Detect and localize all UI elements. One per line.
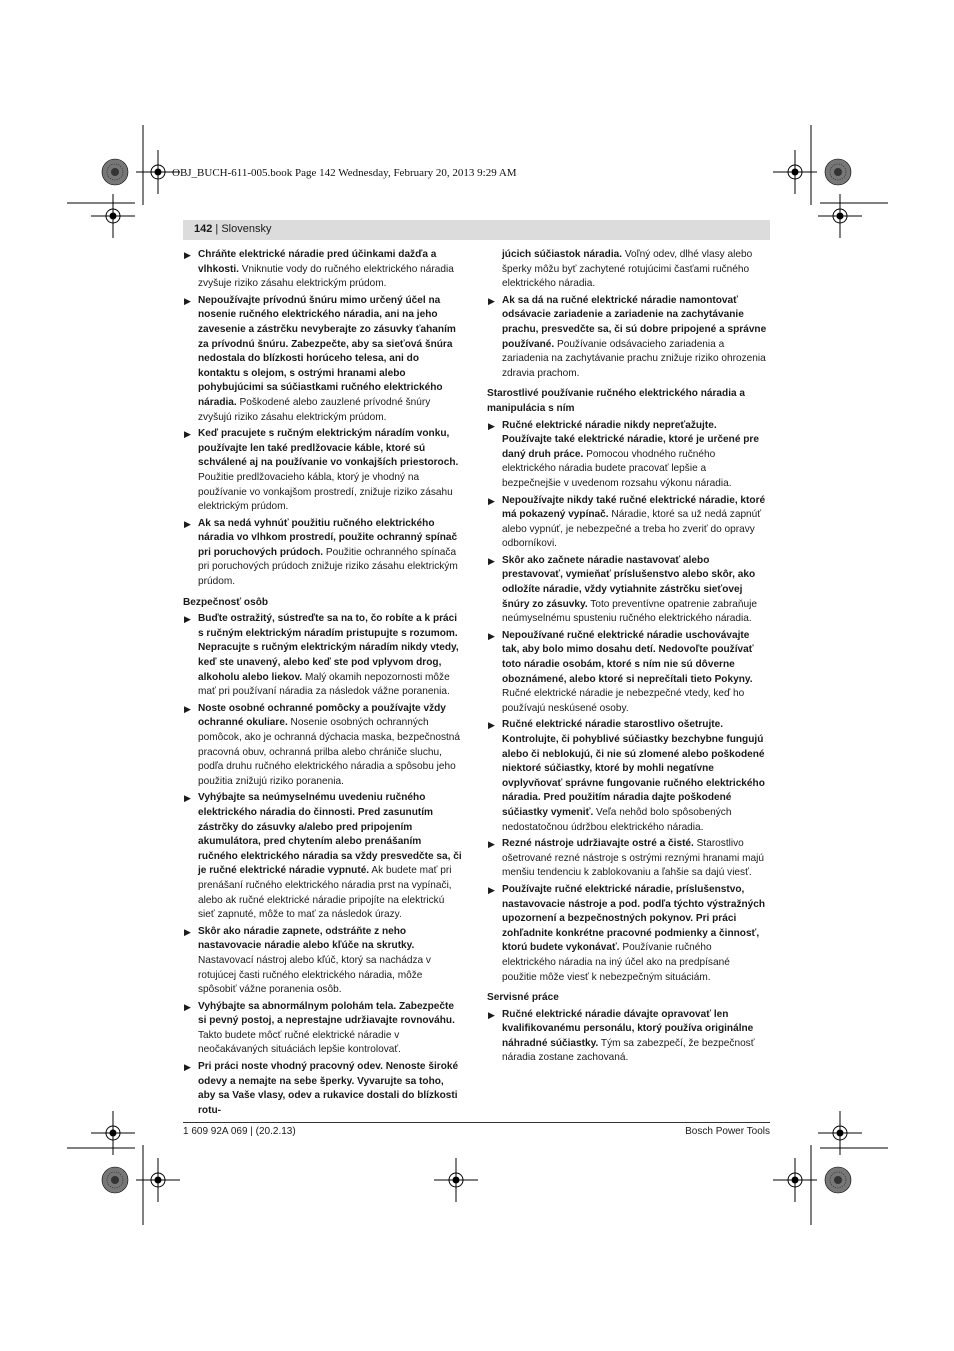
warning-bold-text: Skôr ako začnete náradie nastavovať alebo prestavovať, vymieňať príslušenstvo alebo skôr, ako odložíte náradie, vždy vytiahnite zástrčku sieťovej šnúry zo zásuvky. [502, 554, 756, 610]
warning-explanation-text: Použitie predlžovacieho kábla, ktorý je vhodný na používanie vo vonkajšom prostredí, znižuje riziko zásahu elektrickým prúdom. [198, 471, 453, 513]
warning-explanation-text: Náradie, ktoré sa už nedá zapnúť alebo vypnúť, je nebezpečné a treba ho zveriť do opravy odborníkovi. [502, 509, 762, 550]
warning-explanation-text: Používanie ručného elektrického náradia na iný účel ako na predpísané použitie môže viesť k nebezpečným situáciám. [502, 942, 730, 983]
bullet-arrow-icon: ▶ [184, 429, 191, 440]
warning-bold-text: Noste osobné ochranné pomôcky a používajte vždy ochranné okuliare. [198, 702, 446, 729]
warning-bold-text: Nepoužívané ručné elektrické náradie uschovávajte tak, aby bolo mimo dosahu detí. Nedovoľte používať toto náradie osobám, ktoré s ním nie sú dôverne oboznámené, alebo ktoré si neprečítali tieto Pokyny. [502, 629, 754, 685]
warning-bold-text: Ak sa dá na ručné elektrické náradie namontovať odsávacie zariadenie a zariadenie na zachytávanie prachu, presvedčte sa, či sú dobre pripojené a správne používané. [502, 294, 767, 350]
bullet-item [183, 1000, 463, 1058]
bullet-item [487, 718, 767, 835]
warning-explanation-text: Poškodené alebo zauzlené prívodné šnúry zvyšujú riziko zásahu elektrickým prúdom. [198, 396, 431, 423]
footer-brand: Bosch Power Tools [685, 1126, 770, 1137]
warning-bold-text: Ručné elektrické náradie starostlivo ošetrujte. Kontrolujte, či pohyblivé súčiastky bezchybne fungujú alebo či neblokujú, či nie sú zlomené alebo poškodené niektoré súčiastky, ktoré by mohli negatívne ovplyvňovať správne fungovanie ručného elektrického náradia. Pred použitím náradia dajte poškodené súčiastky vymeniť. [502, 719, 765, 818]
bullet-arrow-icon: ▶ [184, 295, 191, 306]
left-items-a [183, 248, 463, 590]
footer-rule [183, 1122, 770, 1123]
bullet-item [487, 837, 767, 881]
warning-explanation-text: Toto preventívne opatrenie zabraňuje neúmyselnému spusteniu ručného elektrického náradia. [502, 598, 757, 625]
warning-explanation-text: Tým sa zabezpečí, že bezpečnosť náradia zostane zachovaná. [502, 1037, 755, 1064]
warning-bold-text: Nepoužívajte nikdy také ručné elektrické náradie, ktoré má pokazený vypínač. [502, 494, 766, 521]
warning-bold-text: Chráňte elektrické náradie pred účinkami dažďa a vlhkosti. [198, 249, 437, 275]
bullet-item [183, 294, 463, 425]
bullet-arrow-icon: ▶ [488, 884, 495, 895]
bullet-arrow-icon: ▶ [184, 518, 191, 529]
left-column [183, 248, 463, 1120]
warning-explanation-text: Nosenie osobných ochranných pomôcok, ako je ochranná dýchacia maska, bezpečnostná pracovná obuv, ochranná prilba alebo chrániče sluchu, podľa druhu ručného elektrického náradia a spôsobu jeho použitia znižujú riziko poranenia. [198, 717, 461, 787]
bullet-item [183, 517, 463, 590]
warning-explanation-text: Starostlivo ošetrované rezné nástroje s ostrými reznými hranami majú menšiu tendenciu k zablokovaniu a ľahšie sa dajú viesť. [502, 838, 764, 879]
bullet-arrow-icon: ▶ [184, 793, 191, 804]
continued-paragraph: júcich súčiastok náradia. Voľný odev, dlhé vlasy alebo šperky môžu byť zachytené rotujúcimi časťami ručného elektrického náradia. [502, 249, 753, 290]
right-items-c [487, 1008, 767, 1066]
bullet-arrow-icon: ▶ [488, 630, 495, 641]
warning-bold-text: Skôr ako náradie zapnete, odstráňte z neho nastavovacie náradie alebo kľúče na skrutky. [198, 925, 415, 952]
bullet-arrow-icon: ▶ [184, 1062, 191, 1073]
warning-bold-text: Keď pracujete s ručným elektrickým náradím vonku, používajte len také predlžovacie káble, ktoré sú schválené aj na používanie vo vonkajších priestoroch. [198, 428, 459, 469]
bullet-arrow-icon: ▶ [488, 495, 495, 506]
warning-explanation-text: Ak budete mať pri prenášaní ručného elektrického náradia prst na vypínači, alebo ak ručné elektrické náradie pripojíte na elektrickú sieť zapnuté, môže to mať za následok úrazy. [198, 865, 452, 921]
warning-bold-text: Nepoužívajte prívodnú šnúru mimo určený účel na nosenie ručného elektrického náradia, ani na jeho zavesenie a zástrčku nevyberajte zo zásuvky ťahaním za prívodnú šnúru. Zabezpečte, aby sa sieťová šnúra nedostala do blízkosti horúceho telesa, ani do kontaktu s olejom, s ostrými hranami alebo pohybujúcimi sa súčiastkami ručného elektrického náradia. [198, 294, 456, 408]
bullet-arrow-icon: ▶ [488, 720, 495, 731]
bullet-arrow-icon: ▶ [488, 1009, 495, 1020]
bullet-arrow-icon: ▶ [488, 555, 495, 566]
bullet-arrow-icon: ▶ [184, 926, 191, 937]
warning-explanation-text: Malý okamih nepozornosti môže mať pri používaní náradia za následok vážne poranenia. [198, 671, 450, 698]
warning-explanation-text: Takto budete môcť ručné elektrické náradie v neočakávaných situáciách lepšie kontrolovať. [198, 1029, 401, 1056]
page-number: 142 [194, 223, 213, 235]
right-items-b [487, 419, 767, 986]
bullet-arrow-icon: ▶ [488, 295, 495, 306]
warning-explanation-text: Používanie odsávacieho zariadenia a zariadenia na zachytávanie prachu znižuje riziko ohrozenia zdravia prachom. [502, 338, 766, 379]
warning-bold-text: Pri práci noste vhodný pracovný odev. Nenoste široké odevy a nemajte na sebe šperky. Vyvarujte sa toho, aby sa Vaše vlasy, odev a rukavice dostali do blízkosti rotu- [198, 1061, 459, 1116]
bullet-item [487, 419, 767, 492]
bullet-item [487, 494, 767, 552]
bullet-arrow-icon: ▶ [488, 420, 495, 431]
warning-explanation-text: Vniknutie vody do ručného elektrického náradia zvyšuje riziko zásahu elektrickým prúdom. [198, 263, 454, 290]
footer-doc-number: 1 609 92A 069 | (20.2.13) [183, 1126, 296, 1137]
section-title-tool-use: Starostlivé používanie ručného elektrického náradia a manipulácia s ním [487, 388, 746, 414]
bullet-item [183, 612, 463, 700]
bullet-item [183, 791, 463, 922]
header-language: Slovensky [221, 223, 272, 235]
warning-bold-text: Ak sa nedá vyhnúť použitiu ručného elektrického náradia vo vlhkom prostredí, použite ochranný spínač pri poruchových prúdoch. [198, 517, 458, 558]
section-title-personal-safety: Bezpečnosť osôb [183, 596, 269, 608]
right-items-a [487, 294, 767, 382]
bullet-item [487, 294, 767, 382]
bullet-arrow-icon: ▶ [488, 839, 495, 850]
page-header: 142 | Slovensky [194, 223, 272, 235]
warning-bold-text: Rezné nástroje udržiavajte ostré a čisté. [502, 838, 694, 850]
bullet-item [183, 702, 463, 790]
warning-bold-text: Ručné elektrické náradie nikdy nepreťažujte. Používajte také elektrické náradie, ktoré je určené pre daný druh práce. [502, 419, 759, 460]
bullet-item [183, 248, 463, 292]
right-column [487, 248, 767, 1068]
bullet-item [487, 883, 767, 985]
bullet-item [183, 1060, 463, 1118]
bullet-arrow-icon: ▶ [184, 250, 191, 260]
section-title-service: Servisné práce [487, 992, 559, 1004]
warning-explanation-text: Veľa nehôd bolo spôsobených nedostatočnou údržbou elektrického náradia. [502, 806, 732, 833]
bullet-item [487, 554, 767, 627]
warning-explanation-text: Ručné elektrické náradie je nebezpečné vtedy, keď ho používajú neskúsené osoby. [502, 688, 745, 714]
print-info-line: OBJ_BUCH-611-005.book Page 142 Wednesday, February 20, 2013 9:29 AM [172, 167, 517, 179]
warning-explanation-text: Pomocou vhodného ručného elektrického náradia budete pracovať lepšie a bezpečnejšie v uvedenom rozsahu výkonu náradia. [502, 448, 732, 489]
bullet-arrow-icon: ▶ [184, 614, 191, 625]
bullet-item [487, 629, 767, 717]
warning-explanation-text: Nastavovací nástroj alebo kľúč, ktorý sa nachádza v rotujúcej časti ručného elektrického náradia, môže spôsobiť vážne poranenia osôb. [198, 954, 431, 996]
warning-bold-text: Vyhýbajte sa neúmyselnému uvedeniu ručného elektrického náradia do činnosti. Pred zasunutím zástrčky do zásuvky a/alebo pred pripojením akumulátora, pred chytením alebo prenášaním ručného elektrického náradia sa vždy presvedčte sa, či je ručné elektrické náradie vypnuté. [198, 792, 462, 877]
bullet-item [183, 427, 463, 515]
warning-bold-text: Vyhýbajte sa abnormálnym polohám tela. Zabezpečte si pevný postoj, a neprestajne udržiavajte rovnováhu. [198, 1000, 455, 1027]
bullet-arrow-icon: ▶ [184, 1001, 191, 1012]
left-items-b [183, 612, 463, 1118]
bullet-item [487, 1008, 767, 1066]
bullet-arrow-icon: ▶ [184, 703, 191, 714]
warning-explanation-text: Použitie ochranného spínača pri poruchových prúdoch znižuje riziko zásahu elektrickým prúdom. [198, 546, 458, 588]
bullet-item [183, 925, 463, 998]
warning-bold-text: Ručné elektrické náradie dávajte opravovať len kvalifikovanému personálu, ktorý používa originálne náhradné súčiastky. [502, 1008, 754, 1049]
warning-bold-text: Používajte ručné elektrické náradie, príslušenstvo, nastavovacie nástroje a pod. podľa týchto výstražných upozornení a bezpečnostných pokynov. Pri práci zohľadnite konkrétne pracovné podmienky a činnosť, ktorú budete vykonávať. [502, 883, 766, 954]
warning-bold-text: Buďte ostražitý, sústreďte sa na to, čo robíte a k práci s ručným elektrickým náradím pristupujte s rozumom. Nepracujte s ručným elektrickým náradím nikdy vtedy, keď ste unavený, alebo keď ste pod vplyvom drog, alkoholu alebo liekov. [198, 613, 459, 683]
